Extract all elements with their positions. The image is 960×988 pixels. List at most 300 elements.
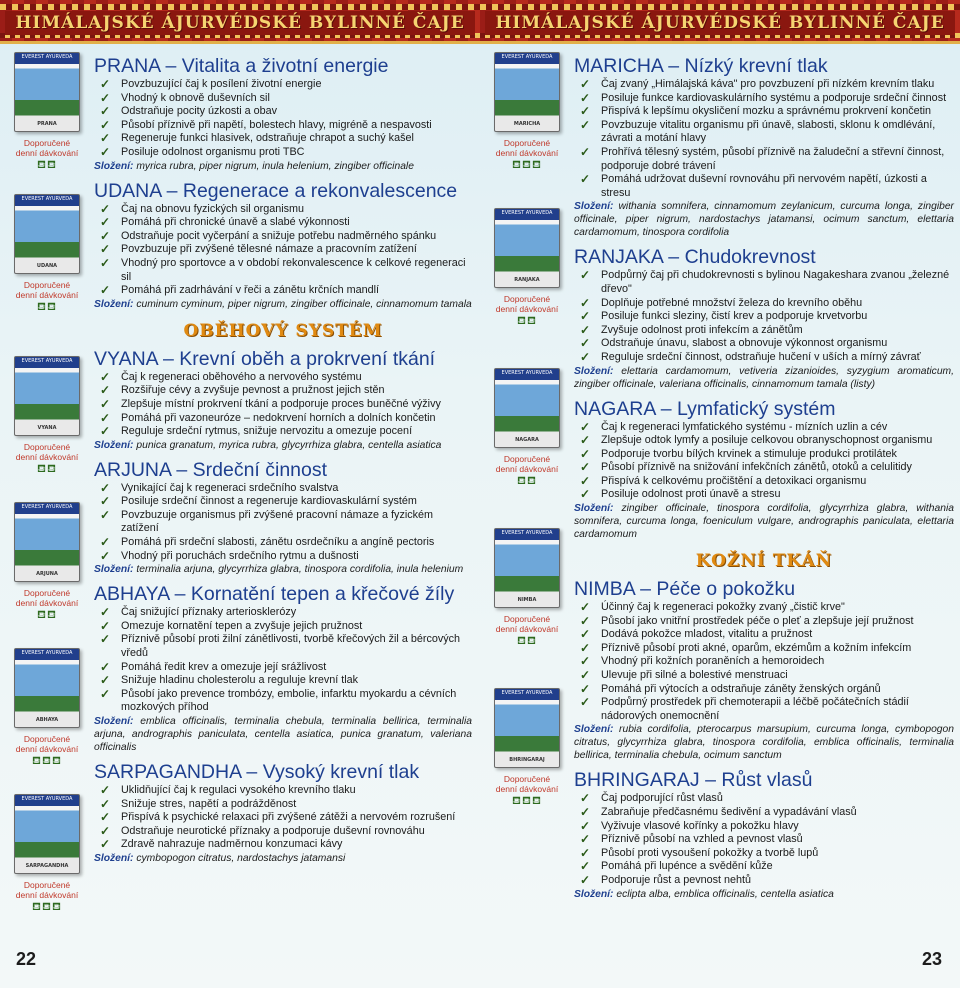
composition: [574, 888, 954, 901]
tea-subtitle: Nízký krevní tlak: [684, 55, 828, 77]
check-icon: ✓: [580, 309, 591, 324]
benefit-item: [574, 874, 954, 888]
benefit-item: [94, 606, 472, 620]
benefit-text: Vhodný při poruchách srdečního rytmu a dušnosti: [121, 549, 359, 562]
tea-subtitle: Kornatění tepen a křečové žíly: [190, 583, 455, 606]
cup-icons: ⛾⛾: [517, 314, 537, 327]
tea-section: [574, 54, 954, 239]
check-icon: ✓: [580, 627, 591, 642]
benefit-item: [574, 351, 954, 365]
left-banner: [0, 0, 480, 44]
tea-subtitle: Péče o pokožku: [656, 578, 796, 601]
check-icon: ✓: [100, 783, 111, 797]
benefit-text: Zabraňuje předčasnému šedivění a vypadávání vlasů: [601, 806, 857, 818]
benefit-text: Působí příznivě při napětí, bolestech hlavy, migréně a nespavosti: [121, 118, 432, 131]
composition-text: zingiber officinale, tinospora cordifolia, glycyrrhiza glabra, withania somnifera, curcuma longa, foeniculum vulgare, andrographis paniculata, elettaria cardamomum: [574, 503, 954, 541]
section-heading: BHRINGARAJ – Růst vlasů: [574, 769, 813, 792]
cup-icons: ⛾⛾: [517, 474, 537, 487]
benefit-list: [574, 269, 954, 364]
pack-brand: EVEREST AYURVEDA: [21, 358, 73, 364]
benefit-text: Čaj na obnovu fyzických sil organismu: [121, 202, 305, 215]
check-icon: ✓: [580, 295, 591, 310]
benefit-list: [574, 601, 954, 723]
pack-brand: EVEREST AYURVEDA: [21, 796, 73, 802]
benefit-list: [574, 421, 954, 503]
tea-name: SARPAGANDHA: [94, 761, 242, 783]
benefit-item: [94, 688, 472, 715]
benefit-text: Zvyšuje odolnost proti infekcím a zánětům: [601, 323, 803, 336]
benefit-text: Přispívá k celkovému pročištění a detoxikaci organismu: [601, 474, 867, 487]
tea-box: [14, 794, 80, 914]
benefit-item: [574, 669, 954, 683]
check-icon: ✓: [100, 810, 111, 825]
benefit-item: [94, 784, 472, 798]
benefit-text: Příznivě působí proti žilní zánětlivosti, tvorbě křečových žil a bércových vředů: [121, 633, 461, 660]
benefit-text: Regeneruje funkci hlasivek, odstraňuje chrapot a suchý kašel: [121, 132, 414, 145]
dosage-label: Doporučené denní dávkování: [15, 734, 79, 754]
section-heading: UDANA – Regenerace a rekonvalescence: [94, 179, 458, 202]
benefit-text: Odstraňuje únavu, slabost a obnovuje výkonnost organismu: [601, 337, 888, 350]
check-icon: ✓: [100, 369, 111, 384]
tea-name: PRANA: [94, 55, 161, 77]
check-icon: ✓: [100, 618, 111, 633]
section-heading: NAGARA – Lymfatický systém: [574, 397, 836, 420]
composition: [94, 852, 472, 865]
cup-icons: ⛾⛾: [37, 608, 57, 621]
cup-icons: ⛾⛾: [517, 634, 537, 647]
benefit-text: Snižuje hladinu cholesterolu a reguluje krevní tlak: [121, 674, 359, 687]
benefit-item: [574, 696, 954, 723]
tea-package-image: [494, 52, 560, 132]
pack-name: ARJUNA: [36, 571, 58, 577]
check-icon: ✓: [580, 473, 591, 488]
benefit-item: [94, 384, 472, 398]
composition-label: Složení:: [94, 298, 134, 310]
benefit-item: [574, 806, 954, 820]
composition: [94, 715, 472, 754]
dosage-label: Doporučené denní dávkování: [495, 138, 559, 158]
tea-subtitle: Vitalita a životní energie: [181, 55, 389, 77]
benefit-text: Posiluje srdeční činnost a regeneruje kardiovaskulární systém: [121, 495, 417, 508]
tea-section: [94, 760, 472, 865]
benefit-item: [94, 92, 472, 106]
tea-section: [574, 397, 954, 542]
benefit-text: Doplňuje potřebné množství železa do krevního oběhu: [601, 296, 863, 309]
benefit-item: [94, 119, 472, 133]
pack-brand: EVEREST AYURVEDA: [501, 370, 553, 376]
pack-name: UDANA: [36, 263, 58, 269]
benefit-item: [94, 509, 472, 536]
benefit-item: [94, 550, 472, 564]
benefit-text: Pomáhá při chronické únavě a slabé výkonnosti: [121, 216, 350, 229]
tea-section: [94, 54, 472, 173]
cup-icons: ⛾⛾⛾: [32, 900, 62, 913]
check-icon: ✓: [100, 535, 111, 550]
benefit-text: Příznivě působí proti akné, oparům, ekzémům a kožním infekcím: [601, 641, 912, 654]
benefit-text: Posiluje odolnost organismu proti TBC: [121, 145, 305, 158]
benefit-text: Posiluje odolnost proti únavě a stresu: [601, 488, 781, 501]
benefit-text: Čaj snižující příznaky arteriosklerózy: [121, 606, 297, 619]
check-icon: ✓: [580, 613, 591, 628]
dosage-label: Doporučené denní dávkování: [15, 588, 79, 608]
benefit-item: [574, 792, 954, 806]
check-icon: ✓: [580, 859, 591, 874]
check-icon: ✓: [100, 117, 111, 132]
check-icon: ✓: [100, 424, 111, 439]
pack-name: NAGARA: [515, 437, 539, 443]
tea-subtitle: Chudokrevnost: [684, 246, 816, 269]
tea-box: [494, 208, 560, 328]
check-icon: ✓: [580, 349, 591, 364]
pack-name: NIMBA: [517, 597, 537, 603]
benefit-item: [94, 230, 472, 244]
composition-text: emblica officinalis, terminalia chebula, terminalia bellirica, terminalia arjuna, andrographis paniculata, centella asiatica, punica granatum, valeriana officinalis: [94, 716, 472, 753]
tea-box: [494, 52, 560, 172]
benefit-text: Vhodný pro sportovce a v období rekonvalescence k celkové regeneraci sil: [121, 256, 466, 283]
composition: [94, 298, 472, 311]
tea-name: UDANA: [94, 179, 162, 202]
composition: [94, 160, 472, 173]
check-icon: ✓: [100, 837, 111, 852]
check-icon: ✓: [100, 104, 111, 119]
tea-name: VYANA: [94, 347, 158, 370]
benefit-item: [574, 860, 954, 874]
benefit-text: Povzbuzuje vitalitu organismu při únavě, slabosti, sklonu k omdlévání, závrati a motání hlavy: [601, 118, 936, 145]
check-icon: ✓: [100, 507, 111, 522]
composition-text: cuminum cyminum, piper nigrum, zingiber officinale, cinnamomum tamala: [136, 298, 472, 310]
benefit-item: [574, 310, 954, 324]
pack-brand: EVEREST AYURVEDA: [501, 690, 553, 696]
benefit-item: [574, 173, 954, 200]
check-icon: ✓: [100, 77, 111, 91]
benefit-list: [574, 792, 954, 887]
benefit-text: Vhodný při kožních poraněních a hemoroidech: [601, 655, 825, 668]
check-icon: ✓: [580, 268, 591, 283]
pack-name: VYANA: [37, 425, 57, 431]
benefit-item: [94, 203, 472, 217]
check-icon: ✓: [100, 673, 111, 688]
check-icon: ✓: [580, 104, 591, 119]
benefit-item: [574, 434, 954, 448]
benefit-item: [94, 482, 472, 496]
benefit-item: [574, 488, 954, 502]
benefit-item: [94, 132, 472, 146]
benefit-item: [574, 847, 954, 861]
composition-text: myrica rubra, piper nigrum, inula helenium, zingiber officinale: [136, 160, 414, 172]
composition-label: Složení:: [574, 201, 614, 213]
section-heading: ABHAYA – Kornatění tepen a křečové žíly: [94, 583, 455, 606]
benefit-text: Ulevuje při silné a bolestivé menstruaci: [601, 669, 788, 682]
benefit-list: [94, 606, 472, 715]
pack-brand: EVEREST AYURVEDA: [501, 54, 553, 60]
benefit-item: [94, 633, 472, 660]
check-icon: ✓: [100, 796, 111, 811]
benefit-item: [94, 838, 472, 852]
benefit-text: Rozšiřuje cévy a zvyšuje pevnost a pružnost jejich stěn: [121, 384, 385, 397]
pack-name: PRANA: [37, 121, 57, 127]
benefit-text: Podporuje tvorbu bílých krvinek a stimuluje produkci protilátek: [601, 447, 897, 460]
section-heading: ARJUNA – Srdeční činnost: [94, 458, 328, 481]
benefit-text: Vynikající čaj k regeneraci srdečního svalstva: [121, 481, 339, 494]
tea-package-image: [14, 502, 80, 582]
pack-name: ABHAYA: [35, 717, 59, 723]
benefit-item: [574, 655, 954, 669]
benefit-text: Přispívá k lepšímu okysličení mozku a správnému prokrvení končetin: [601, 105, 932, 118]
benefit-text: Pomáhá ředit krev a omezuje její srážlivost: [121, 660, 327, 673]
cup-icons: ⛾⛾: [37, 300, 57, 313]
check-icon: ✓: [100, 90, 111, 105]
pack-brand: EVEREST AYURVEDA: [21, 504, 73, 510]
check-icon: ✓: [580, 460, 591, 475]
benefit-text: Čaj k regeneraci lymfatického systému - mízních uzlin a cév: [601, 420, 888, 433]
benefit-item: [574, 421, 954, 435]
check-icon: ✓: [580, 144, 591, 159]
tea-package-image: [14, 794, 80, 874]
section-heading: SARPAGANDHA – Vysoký krevní tlak: [94, 761, 420, 783]
benefit-text: Pomáhá při zadrhávání v řeči a zánětu krčních mandlí: [121, 284, 380, 297]
benefit-item: [574, 642, 954, 656]
benefit-item: [574, 683, 954, 697]
benefit-item: [94, 146, 472, 160]
dosage-label: Doporučené denní dávkování: [495, 614, 559, 634]
section-heading: MARICHA – Nízký krevní tlak: [574, 55, 828, 77]
benefit-item: [94, 243, 472, 257]
composition-text: cymbopogon citratus, nardostachys jatamansi: [136, 852, 346, 864]
composition-text: punica granatum, myrica rubra, glycyrrhiza glabra, centella asiatica: [136, 439, 442, 451]
tea-subtitle: Regenerace a rekonvalescence: [182, 179, 458, 202]
benefit-text: Působí jako vnitřní prostředek péče o pleť a zlepšuje její pružnost: [601, 614, 914, 627]
check-icon: ✓: [580, 487, 591, 502]
tea-subtitle: Lymfatický systém: [676, 397, 836, 420]
check-icon: ✓: [580, 419, 591, 434]
dosage-label: Doporučené denní dávkování: [15, 442, 79, 462]
cup-icons: ⛾⛾⛾: [32, 754, 62, 767]
check-icon: ✓: [100, 410, 111, 425]
pack-name: BHRINGARAJ: [509, 757, 545, 763]
benefit-item: [94, 811, 472, 825]
cup-icons: ⛾⛾: [37, 158, 57, 171]
composition-label: Složení:: [94, 564, 134, 576]
benefit-text: Reguluje srdeční činnost, odstraňuje hučení v uších a mírný závrať: [601, 350, 921, 363]
benefit-text: Pomáhá při srdeční slabosti, zánětu osrdečníku a angíně pectoris: [121, 536, 435, 549]
composition-label: Složení:: [94, 439, 134, 451]
category-heading: OBĚHOVÝ SYSTÉM: [183, 320, 383, 341]
benefit-item: [574, 297, 954, 311]
cup-icons: ⛾⛾⛾: [512, 794, 542, 807]
check-icon: ✓: [580, 640, 591, 655]
benefit-item: [574, 78, 954, 92]
tea-name: NAGARA: [574, 397, 656, 420]
pack-name: SARPAGANDHA: [25, 863, 69, 869]
check-icon: ✓: [100, 131, 111, 146]
benefit-item: [574, 324, 954, 338]
tea-box: [494, 688, 560, 808]
check-icon: ✓: [580, 832, 591, 847]
check-icon: ✓: [100, 144, 111, 159]
check-icon: ✓: [100, 215, 111, 230]
dosage-label: Doporučené denní dávkování: [495, 454, 559, 474]
tea-name: MARICHA: [574, 55, 663, 77]
benefit-item: [94, 620, 472, 634]
composition-label: Složení:: [94, 716, 134, 727]
tea-package-image: [14, 648, 80, 728]
tea-name: ARJUNA: [94, 458, 171, 481]
composition: [574, 200, 954, 239]
check-icon: ✓: [580, 117, 591, 132]
benefit-text: Povzbuzující čaj k posílení životní energie: [121, 78, 322, 90]
check-icon: ✓: [580, 90, 591, 105]
check-icon: ✓: [580, 654, 591, 669]
benefit-text: Dodává pokožce mladost, vitalitu a pružnost: [601, 628, 813, 641]
composition-text: eclipta alba, emblica officinalis, centella asiatica: [616, 888, 834, 900]
benefit-item: [574, 461, 954, 475]
composition: [574, 365, 954, 391]
category-heading: KOŽNÍ TKÁŇ: [695, 551, 833, 572]
benefit-text: Působí jako prevence trombózy, embolie, infarktu myokardu a cévních mozkových příhod: [121, 687, 457, 714]
benefit-text: Odstraňuje pocity úzkosti a obav: [121, 105, 278, 118]
composition-text: withania somnifera, cinnamomum zeylanicum, curcuma longa, zingiber officinale, piper nigrum, nardostachys jatamansi, ocimum sanctum, elettaria cardamomum, tinospora cordifolia: [574, 201, 954, 239]
composition-text: rubia cordifolia, pterocarpus marsupium, curcuma longa, cymbopogon citratus, glycyrrhiza glabra, tinospora cordifolia, emblica officinalis, terminalia bellirica, terminalia chebula, ocimum sanctum: [574, 724, 954, 762]
benefit-item: [574, 119, 954, 146]
benefit-text: Pomáhá udržovat duševní rovnováhu při nervovém napětí, úzkosti a stresu: [601, 173, 927, 199]
composition-text: terminalia arjuna, glycyrrhiza glabra, tinospora cordifolia, inula helenium: [136, 564, 464, 576]
benefit-item: [94, 284, 472, 298]
benefit-item: [94, 371, 472, 385]
pack-name: MARICHA: [513, 121, 541, 127]
check-icon: ✓: [580, 668, 591, 683]
benefit-text: Povzbuzuje organismus při zvýšené pracovní námaze a fyzickém zatížení: [121, 508, 434, 535]
benefit-text: Omezuje kornatění tepen a zvyšuje jejich pružnost: [121, 619, 363, 632]
tea-subtitle: Vysoký krevní tlak: [262, 761, 420, 783]
benefit-text: Vyživuje vlasové kořínky a pokožku hlavy: [601, 819, 799, 832]
check-icon: ✓: [100, 659, 111, 674]
benefit-text: Působí proti vysoušení pokožky a tvorbě lupů: [601, 846, 819, 859]
tea-name: RANJAKA: [574, 246, 663, 269]
benefit-item: [94, 425, 472, 439]
left-content: [94, 54, 472, 871]
benefit-item: [574, 601, 954, 615]
benefit-text: Podpůrný prostředek při chemoterapii a léčbě počátečních stádií nádorových onemocnění: [601, 696, 909, 722]
composition: [94, 439, 472, 452]
tea-package-image: [494, 208, 560, 288]
benefit-item: [574, 146, 954, 173]
banner-title: HIMÁLAJSKÉ ÁJURVÉDSKÉ BYLINNÉ ČAJE: [485, 11, 954, 35]
composition: [574, 502, 954, 541]
benefit-item: [94, 398, 472, 412]
pack-brand: EVEREST AYURVEDA: [501, 210, 553, 216]
benefit-text: Působí příznivě na snižování infekčních zánětů, otoků a celulitidy: [601, 461, 912, 474]
check-icon: ✓: [100, 823, 111, 838]
benefit-item: [94, 825, 472, 839]
tea-box: [14, 648, 80, 768]
banner-title: HIMÁLAJSKÉ ÁJURVÉDSKÉ BYLINNÉ ČAJE: [5, 11, 474, 35]
tea-box: [14, 356, 80, 476]
benefit-item: [94, 105, 472, 119]
benefit-text: Čaj podporující růst vlasů: [601, 792, 723, 805]
check-icon: ✓: [580, 77, 591, 91]
dosage-label: Doporučené denní dávkování: [15, 880, 79, 900]
tea-name: ABHAYA: [94, 583, 170, 606]
section-heading: PRANA – Vitalita a životní energie: [94, 55, 389, 77]
composition-label: Složení:: [574, 503, 614, 515]
benefit-text: Odstraňuje neurotické příznaky a podporuje duševní rovnováhu: [121, 824, 425, 837]
check-icon: ✓: [580, 791, 591, 806]
composition-label: Složení:: [574, 888, 614, 900]
tea-package-image: [494, 528, 560, 608]
left-tea-boxes: [10, 52, 84, 914]
benefit-item: [574, 337, 954, 351]
benefit-text: Prohřívá tělesný systém, působí příznivě na žaludeční a střevní činnost, podporuje dobré trávení: [601, 145, 945, 172]
check-icon: ✓: [580, 805, 591, 819]
pack-brand: EVEREST AYURVEDA: [21, 650, 73, 656]
tea-section: [94, 582, 472, 754]
benefit-item: [574, 615, 954, 629]
tea-box: [14, 194, 80, 314]
benefit-text: Zlepšuje místní prokrvení tkání a podporuje proces buněčné výživy: [121, 397, 441, 410]
tea-section: [574, 768, 954, 900]
check-icon: ✓: [100, 228, 111, 243]
tea-box: [494, 368, 560, 488]
benefit-text: Vhodný k obnově duševních sil: [121, 91, 270, 104]
benefit-text: Reguluje srdeční rytmus, snižuje nervozitu a omezuje pocení: [121, 425, 413, 438]
tea-package-image: [494, 368, 560, 448]
composition-label: Složení:: [574, 365, 614, 377]
benefit-item: [94, 412, 472, 426]
right-content: [574, 54, 954, 907]
dosage-label: Doporučené denní dávkování: [495, 774, 559, 794]
tea-box: [14, 52, 80, 172]
check-icon: ✓: [100, 494, 111, 509]
tea-box: [494, 528, 560, 648]
right-page: [480, 0, 960, 988]
benefit-text: Pomáhá při vazoneuróze – nedokrvení horních a dolních končetin: [121, 411, 436, 424]
benefit-list: [94, 203, 472, 298]
benefit-item: [94, 495, 472, 509]
section-heading: NIMBA – Péče o pokožku: [574, 578, 796, 601]
check-icon: ✓: [100, 396, 111, 411]
benefit-text: Posiluje funkce kardiovaskulárního systému a podporuje srdeční činnost: [601, 91, 947, 104]
benefit-item: [574, 448, 954, 462]
benefit-text: Přispívá k psychické relaxaci při zvýšené zátěži a nervovém rozrušení: [121, 811, 456, 824]
tea-package-image: [14, 356, 80, 436]
check-icon: ✓: [100, 242, 111, 257]
pack-name: RANJAKA: [514, 277, 540, 283]
benefit-item: [94, 216, 472, 230]
benefit-item: [94, 798, 472, 812]
tea-section: [574, 245, 954, 390]
benefit-text: Pomáhá při výtocích a odstraňuje záněty ženských orgánů: [601, 682, 881, 695]
check-icon: ✓: [580, 336, 591, 351]
check-icon: ✓: [100, 255, 111, 270]
benefit-text: Uklidňující čaj k regulaci vysokého krevního tlaku: [121, 784, 356, 796]
tea-section: [94, 347, 472, 452]
check-icon: ✓: [100, 383, 111, 398]
cup-icons: ⛾⛾⛾: [512, 158, 542, 171]
dosage-label: Doporučené denní dávkování: [495, 294, 559, 314]
check-icon: ✓: [100, 201, 111, 216]
check-icon: ✓: [580, 172, 591, 187]
check-icon: ✓: [580, 446, 591, 461]
benefit-text: Příznivě působí na vzhled a pevnost vlasů: [601, 833, 803, 846]
composition-text: elettaria cardamomum, vetiveria zizanioides, syzygium aromaticum, zingiber officinale, valeriana officinalis, cinnamomum tamala (listy): [574, 365, 954, 390]
benefit-item: [574, 628, 954, 642]
benefit-item: [94, 536, 472, 550]
tea-package-image: [14, 194, 80, 274]
benefit-text: Čaj k regeneraci oběhového a nervového systému: [121, 370, 362, 383]
composition-label: Složení:: [574, 724, 614, 736]
check-icon: ✓: [580, 600, 591, 615]
benefit-text: Pomáhá při lupénce a svědění kůže: [601, 860, 773, 873]
